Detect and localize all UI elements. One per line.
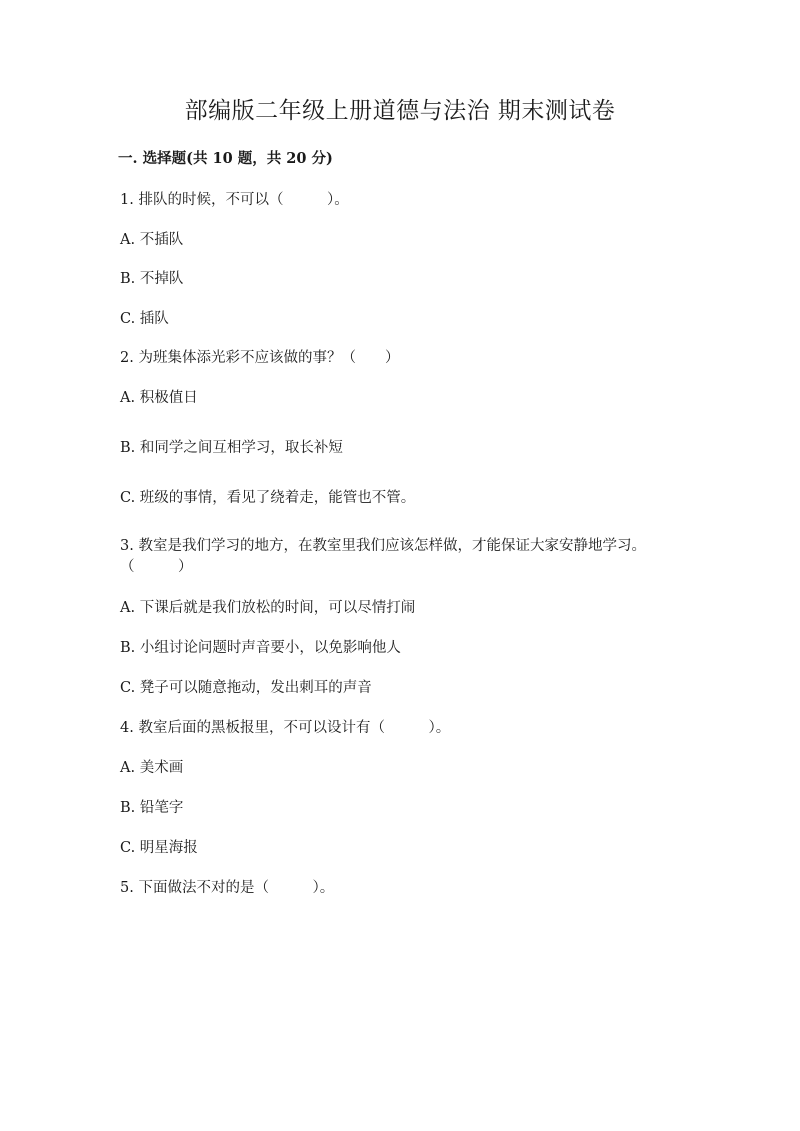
question-1-stem: 1. 排队的时候，不可以（ ）。 bbox=[120, 192, 349, 208]
question-4-stem: 4. 教室后面的黑板报里，不可以设计有（ ）。 bbox=[120, 720, 451, 736]
question-2-option-c: C. 班级的事情，看见了绕着走，能管也不管。 bbox=[120, 490, 416, 506]
page-title: 部编版二年级上册道德与法治 期末测试卷 bbox=[184, 98, 616, 124]
question-3-option-a: A. 下课后就是我们放松的时间，可以尽情打闹 bbox=[120, 600, 416, 616]
question-1-option-b: B. 不掉队 bbox=[120, 271, 184, 287]
question-1-option-a: A. 不插队 bbox=[120, 232, 184, 248]
question-2-stem: 2. 为班集体添光彩不应该做的事？（ ） bbox=[120, 350, 400, 366]
question-3-option-c: C. 凳子可以随意拖动，发出刺耳的声音 bbox=[120, 680, 372, 696]
question-1-option-c: C. 插队 bbox=[120, 311, 169, 327]
question-2-option-a: A. 积极值日 bbox=[120, 390, 198, 406]
question-2-option-b: B. 和同学之间互相学习，取长补短 bbox=[120, 440, 343, 456]
question-4-option-b: B. 铅笔字 bbox=[120, 800, 184, 816]
question-4-option-c: C. 明星海报 bbox=[120, 840, 198, 856]
question-5-stem: 5. 下面做法不对的是（ ）。 bbox=[120, 880, 335, 896]
question-4-option-a: A. 美术画 bbox=[120, 760, 184, 776]
question-3-option-b: B. 小组讨论问题时声音要小，以免影响他人 bbox=[120, 640, 401, 656]
section-heading: 一. 选择题(共 10 题，共 20 分) bbox=[118, 150, 333, 167]
question-3-stem: 3. 教室是我们学习的地方，在教室里我们应该怎样做，才能保证大家安静地学习。（ ） bbox=[120, 538, 646, 575]
